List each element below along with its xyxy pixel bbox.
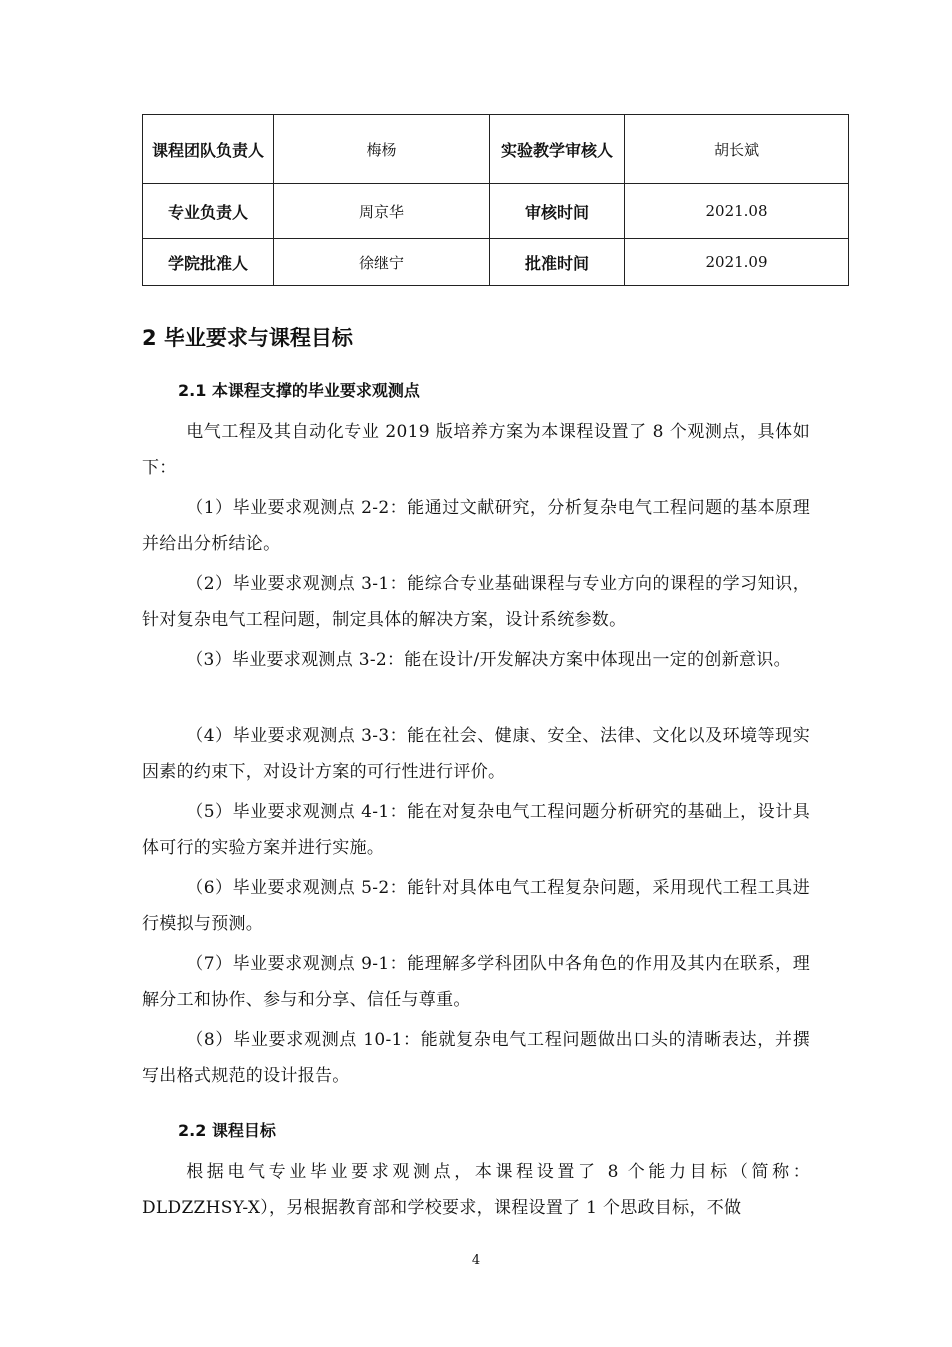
list-item: （8）毕业要求观测点 10-1：能就复杂电气工程问题做出口头的清晰表达，并撰写出格式规范的设计报告。: [142, 1030, 810, 1086]
list-item: （3）毕业要求观测点 3-2：能在设计/开发解决方案中体现出一定的创新意识。: [186, 650, 791, 670]
subsection-heading: 2.1 本课程支撑的毕业要求观测点: [178, 381, 420, 400]
table-label-cell: 审核时间: [490, 184, 625, 239]
list-item: （2）毕业要求观测点 3-1：能综合专业基础课程与专业方向的课程的学习知识，针对复杂电气工程问题，制定具体的解决方案，设计系统参数。: [142, 574, 810, 630]
table-label-cell: 课程团队负责人: [143, 115, 274, 184]
table-label-cell: 专业负责人: [143, 184, 274, 239]
list-item: （6）毕业要求观测点 5-2：能针对具体电气工程复杂问题，采用现代工程工具进行模拟与预测。: [142, 878, 810, 934]
page-number: 4: [471, 1253, 481, 1268]
table-value-cell: 胡长斌: [625, 115, 849, 184]
section-heading: 2 毕业要求与课程目标: [142, 326, 353, 350]
intro-paragraph: 电气工程及其自动化专业 2019 版培养方案为本课程设置了 8 个观测点，具体如下：: [142, 422, 810, 478]
list-item: （1）毕业要求观测点 2-2：能通过文献研究，分析复杂电气工程问题的基本原理并给出分析结论。: [142, 498, 810, 554]
subsection-heading: 2.2 课程目标: [178, 1121, 276, 1140]
table-label-cell: 批准时间: [490, 239, 625, 286]
table-value-cell: 2021.08: [625, 184, 849, 239]
table-label-cell: 学院批准人: [143, 239, 274, 286]
list-item: （7）毕业要求观测点 9-1：能理解多学科团队中各角色的作用及其内在联系，理解分工和协作、参与和分享、信任与尊重。: [142, 954, 810, 1010]
table-label-cell: 实验教学审核人: [490, 115, 625, 184]
approval-table: [142, 114, 849, 286]
table-value-cell: 周京华: [274, 184, 490, 239]
table-row: [143, 184, 849, 239]
table-row: [143, 239, 849, 286]
table-value-cell: 2021.09: [625, 239, 849, 286]
table-value-cell: 徐继宁: [274, 239, 490, 286]
list-item: （4）毕业要求观测点 3-3：能在社会、健康、安全、法律、文化以及环境等现实因素的约束下，对设计方案的可行性进行评价。: [142, 726, 810, 782]
table-value-cell: 梅杨: [274, 115, 490, 184]
body-paragraph: 根据电气专业毕业要求观测点，本课程设置了 8 个能力目标（简称：DLDZZHSY-X），另根据教育部和学校要求，课程设置了 1 个思政目标，不做: [142, 1162, 810, 1218]
list-item: （5）毕业要求观测点 4-1：能在对复杂电气工程问题分析研究的基础上，设计具体可行的实验方案并进行实施。: [142, 802, 810, 858]
table-row: [143, 115, 849, 184]
